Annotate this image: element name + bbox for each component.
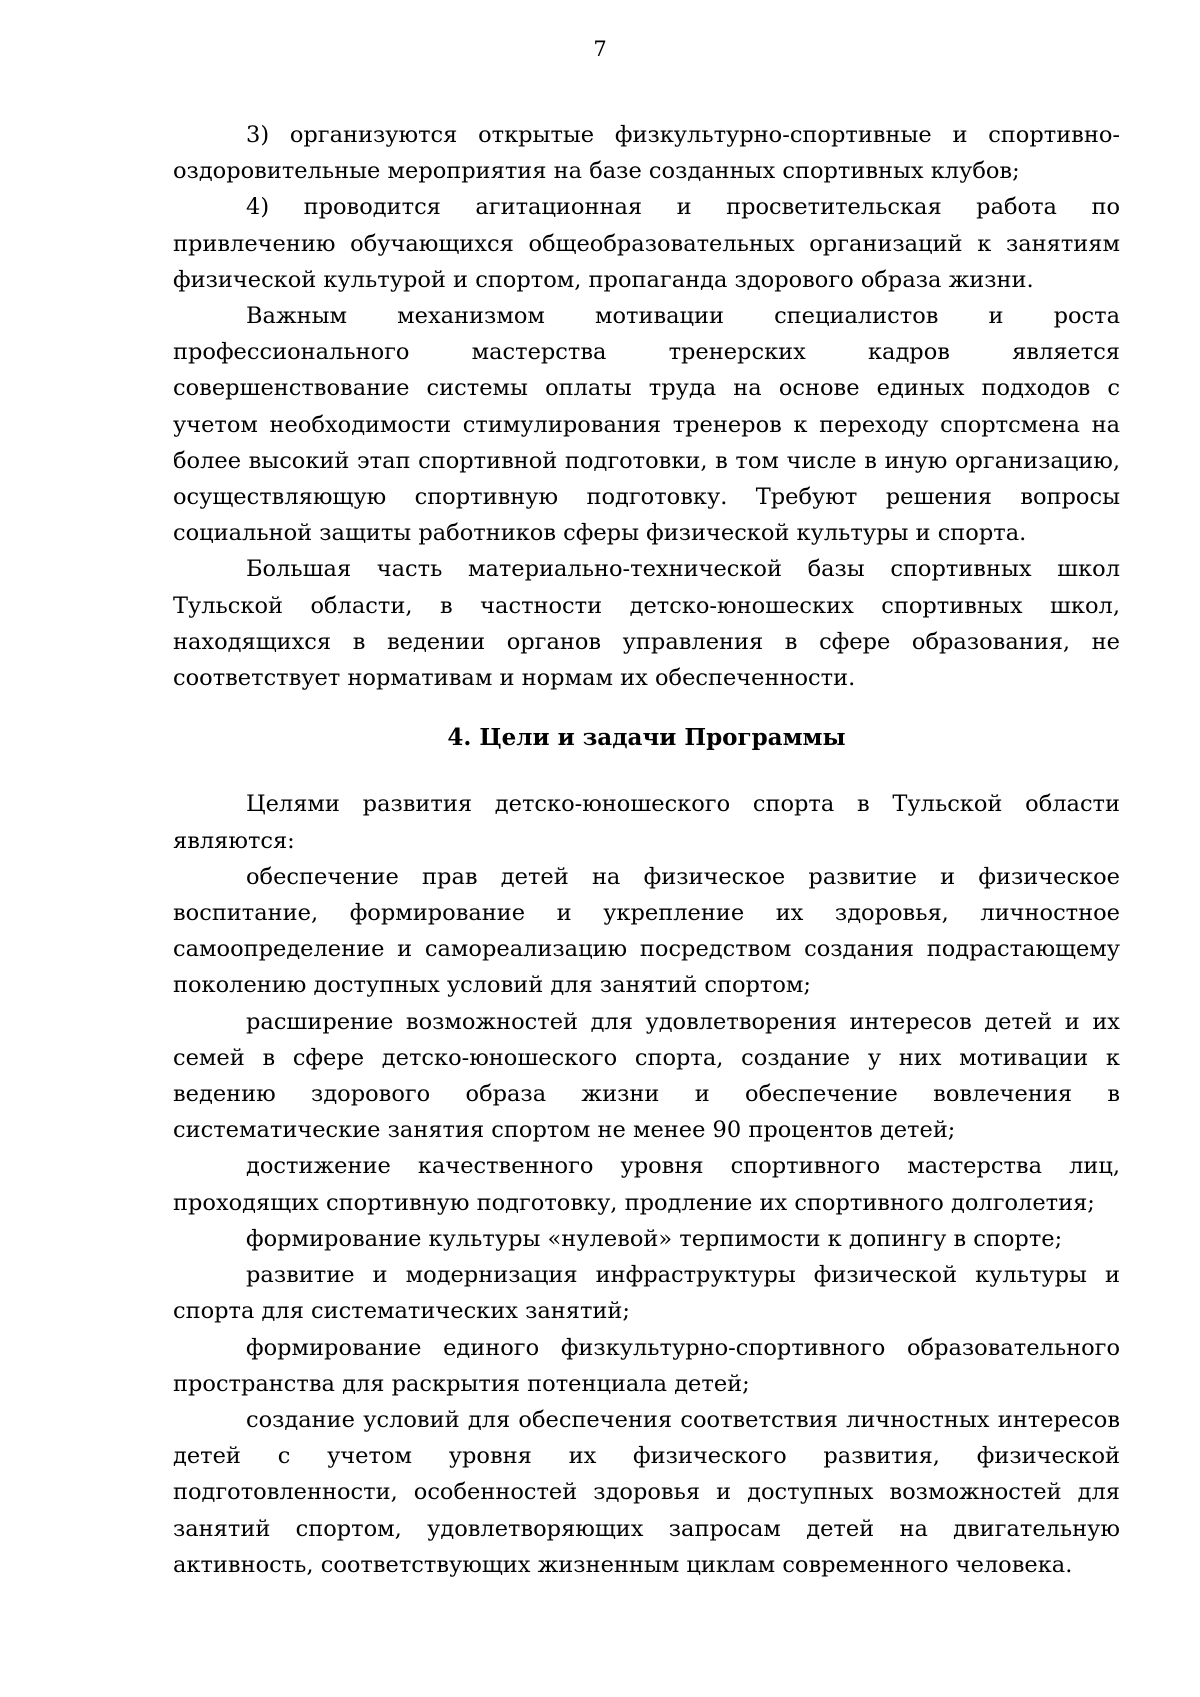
goal-item-infrastructure: развитие и модернизация инфраструктуры физической культуры и спорта для систематических занятий; (173, 1262, 1120, 1325)
paragraph-motivation-mechanism: Важным механизмом мотивации специалистов и роста профессионального мастерства тренерских кадров является совершенствование системы оплаты труда на основе единых подходов с учетом необходимости стимулирования тренеров к переходу спортсмена на более высокий этап спортивной подготовки, в том числе в иную организацию, осуществляющую спортивную подготовку. Требуют решения вопросы социальной защиты работников сферы физической культуры и спорта. (173, 303, 1120, 547)
document-body (173, 117, 1120, 1583)
goal-item-opportunities: расширение возможностей для удовлетворения интересов детей и их семей в сфере детско-юношеского спорта, создание у них мотивации к ведению здорового образа жизни и обеспечение вовлечения в систематические занятия спортом не менее 90 процентов детей; (173, 1008, 1120, 1144)
section-heading: 4. Цели и задачи Программы (447, 724, 846, 752)
goal-item-rights: обеспечение прав детей на физическое развитие и физическое воспитание, формирование и укрепление их здоровья, личностное самоопределение и самореализацию посредством создания подрастающему поколению доступных условий для занятий спортом; (173, 863, 1120, 999)
goal-item-education-space: формирование единого физкультурно-спортивного образовательного пространства для раскрытия потенциала детей; (173, 1334, 1120, 1397)
goal-item-conditions: создание условий для обеспечения соответствия личностных интересов детей с учетом уровня их физического развития, физической подготовленности, особенностей здоровья и доступных возможностей для занятий спортом, удовлетворяющих запросам детей на двигательную активность, соответствующих жизненным циклам современного человека. (173, 1406, 1120, 1578)
page-number: 7 (593, 37, 607, 61)
goal-item-mastery: достижение качественного уровня спортивного мастерства лиц, проходящих спортивную подготовку, продление их спортивного долголетия; (173, 1153, 1120, 1216)
paragraph-goals-intro: Целями развития детско-юношеского спорта в Тульской области являются: (173, 791, 1120, 854)
paragraph-item-4: 4) проводится агитационная и просветительская работа по привлечению обучающихся общеобразовательных организаций к занятиям физической культурой и спортом, пропаганда здорового образа жизни. (173, 194, 1120, 293)
paragraph-material-base: Большая часть материально-технической базы спортивных школ Тульской области, в частности детско-юношеских спортивных школ, находящихся в ведении органов управления в сфере образования, не соответствует нормативам и нормам их обеспеченности. (173, 556, 1120, 692)
paragraph-item-3: 3) организуются открытые физкультурно-спортивные и спортивно-оздоровительные мероприятия на базе созданных спортивных клубов; (173, 122, 1120, 185)
goal-item-anti-doping: формирование культуры «нулевой» терпимости к допингу в спорте; (246, 1225, 1063, 1252)
